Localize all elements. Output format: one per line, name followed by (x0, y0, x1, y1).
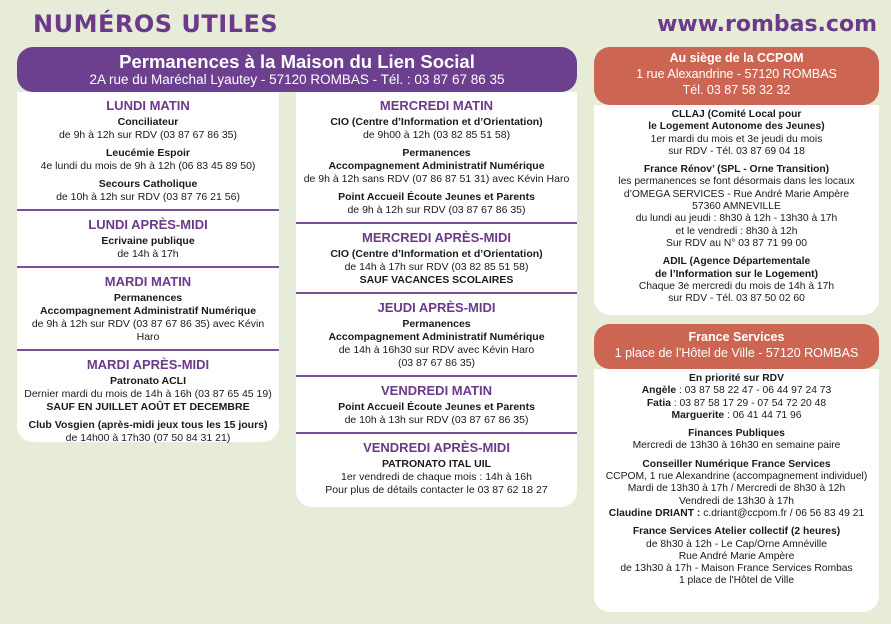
entry-line: (03 87 67 86 35) (397, 357, 476, 369)
section-heading: VENDREDI MATIN (381, 383, 492, 398)
contact-email[interactable]: c.driant@ccpom.fr / 06 56 83 49 21 (700, 507, 865, 519)
entry-line: Dernier mardi du mois de 14h à 16h (03 87 65 45 19) (24, 388, 272, 400)
entry (21, 419, 275, 445)
section-heading: LUNDI MATIN (106, 98, 190, 113)
entry-line: Pour plus de détails contacter le 03 87 62 18 27 (325, 484, 548, 496)
entry (300, 318, 573, 370)
section-lundi-matin (17, 92, 279, 211)
entry-title: Point Accueil Écoute Jeunes et Parents (338, 191, 535, 203)
entry-notice: SAUF EN JUILLET AOÛT ET DECEMBRE (46, 401, 250, 413)
middle-column (296, 92, 577, 507)
entry-title: Conseiller Numérique France Services (642, 458, 831, 470)
france-services-title: France Services (688, 330, 785, 344)
entry-cllaj (594, 109, 879, 158)
entry (21, 292, 275, 344)
entry-line: 4e lundi du mois de 9h à 12h (06 83 45 89 50) (40, 160, 256, 172)
entry-line: de 14h à 17h sur RDV (03 82 85 51 58) (344, 261, 529, 273)
ccpom-address: 1 rue Alexandrine - 57120 ROMBAS (636, 67, 837, 81)
entry-line: Sur RDV au N° 03 87 71 99 00 (666, 237, 807, 249)
entry-title: Secours Catholique (98, 178, 198, 190)
entry-line: de 9h à 12h sans RDV (07 86 87 51 31) avec Kévin Haro (303, 173, 570, 185)
ccpom-banner (594, 47, 879, 105)
entry-line: de 9h00 à 12h (03 82 85 51 58) (362, 129, 511, 141)
contact-line (594, 508, 879, 520)
section-heading: LUNDI APRÈS-MIDI (88, 217, 208, 232)
entry (300, 458, 573, 497)
entry-title: Point Accueil Écoute Jeunes et Parents (338, 401, 535, 413)
entry (300, 248, 573, 287)
entry-notice: SAUF VACANCES SCOLAIRES (359, 274, 514, 286)
entry-line: de 14h00 à 17h30 (07 50 84 31 21) (65, 432, 231, 444)
ccpom-title: Au siège de la CCPOM (669, 51, 804, 65)
contact-name: Angèle (641, 385, 677, 397)
entry-line: 1er mardi du mois et 3e jeudi du mois (650, 133, 823, 145)
entry-title: France Rénov’ (SPL - Orne Transition) (643, 164, 830, 176)
entry-line: Vendredi de 13h30 à 17h (678, 495, 795, 507)
contact-line (594, 385, 879, 397)
contact-line (594, 410, 879, 422)
section-heading: VENDREDI APRÈS-MIDI (363, 440, 510, 455)
entry (300, 147, 573, 186)
entry-line: de 8h30 à 12h - Le Cap/Orne Amnéville (646, 538, 827, 550)
contact-name: Marguerite (671, 409, 725, 421)
contact-line (594, 398, 879, 410)
entry-title: France Services Atelier collectif (2 heures) (632, 526, 841, 538)
entry-france-renov (594, 164, 879, 250)
section-heading: MARDI APRÈS-MIDI (86, 357, 210, 372)
entry-subtitle: Accompagnement Administratif Numérique (39, 305, 257, 317)
entry-line: Mercredi de 13h30 à 16h30 en semaine paire (632, 440, 841, 452)
entry-line: de 14h à 17h (117, 248, 179, 260)
entry-atelier (594, 526, 879, 587)
entry-line: CCPOM, 1 rue Alexandrine (accompagnement individuel) (605, 471, 868, 483)
entry-title: CLLAJ (Comité Local pour (671, 109, 802, 120)
section-mardi-apres-midi (17, 351, 279, 450)
entry-line: de 9h à 12h sur RDV (03 87 67 86 35) (58, 129, 238, 141)
left-column (17, 92, 279, 442)
section-mardi-matin (17, 268, 279, 351)
lien-social-banner (17, 47, 577, 92)
entry-title: PATRONATO ITAL UIL (381, 458, 492, 470)
entry-line: d’OMEGA SERVICES - Rue André Marie Ampère (623, 188, 850, 200)
section-heading: MERCREDI MATIN (379, 98, 494, 113)
entry-finances (594, 428, 879, 453)
entry-title: CIO (Centre d’Information et d’Orientation) (330, 248, 543, 260)
entry-line: de 14h à 16h30 sur RDV avec Kévin Haro (338, 344, 535, 356)
entry-line: et le vendredi : 8h30 à 12h (675, 225, 798, 237)
entry-title: CIO (Centre d’Information et d’Orientation) (330, 116, 543, 128)
entry-line: Mardi de 13h30 à 17h / Mercredi de 8h30 à 12h (627, 483, 846, 495)
entry-line: 1 place de l'Hôtel de Ville (678, 575, 795, 587)
entry-line: Rue André Marie Ampère (678, 550, 795, 562)
entry-line: sur RDV - Tél. 03 87 50 02 60 (668, 293, 805, 305)
entry-title: Permanences (113, 292, 183, 304)
entry-title: Conciliateur (117, 116, 179, 128)
entry (21, 116, 275, 142)
entry-title: Leucémie Espoir (105, 147, 191, 159)
entry (300, 191, 573, 217)
contact-name: Claudine DRIANT : (608, 507, 701, 519)
contact-name: Fatia (646, 397, 671, 409)
entry-line: Chaque 3e mercredi du mois de 14h à 17h (638, 280, 835, 292)
section-mercredi-matin (296, 92, 577, 224)
section-heading: MERCREDI APRÈS-MIDI (361, 230, 512, 245)
entry-line: du lundi au jeudi : 8h30 à 12h - 13h30 à 17h (635, 213, 838, 225)
entry-title: Finances Publiques (688, 428, 785, 440)
entry (21, 178, 275, 204)
entry-line: de 10h à 12h sur RDV (03 87 76 21 56) (56, 191, 240, 203)
entry-title: ADIL (Agence Départementale (662, 256, 811, 268)
page-title: NUMÉROS UTILES (33, 10, 279, 38)
entry-adil (594, 256, 879, 305)
entry-title: Patronato ACLI (109, 375, 187, 387)
entry (300, 401, 573, 427)
entry-subtitle: Accompagnement Administratif Numérique (328, 160, 545, 172)
entry (21, 147, 275, 173)
entry (21, 375, 275, 414)
contact-value: : 03 87 58 22 47 - 06 44 97 24 73 (676, 385, 832, 397)
entry-line: de 9h à 12h sur RDV (03 87 67 86 35) avec Kévin Haro (31, 318, 265, 343)
entry-line: de 9h à 12h sur RDV (03 87 67 86 35) (347, 204, 526, 216)
entry-subtitle: Accompagnement Administratif Numérique (328, 331, 545, 343)
section-vendredi-apres-midi (296, 434, 577, 502)
contact-value: : 03 87 58 17 29 - 07 54 72 20 48 (670, 397, 827, 409)
entry (21, 235, 275, 261)
lien-social-address: 2A rue du Maréchal Lyautey - 57120 ROMBAS - Tél. : 03 87 67 86 35 (89, 72, 505, 87)
entry-line: 57360 AMNEVILLE (692, 201, 781, 213)
france-services-card (594, 369, 879, 612)
contact-value: : 06 41 44 71 96 (724, 409, 802, 421)
entry-priority (594, 373, 879, 422)
entry-title: En priorité sur RDV (689, 373, 784, 384)
entry-subtitle: le Logement Autonome des Jeunes) (648, 121, 825, 133)
entry-title: Permanences (402, 318, 471, 330)
section-mercredi-apres-midi (296, 224, 577, 294)
entry-title: Ecrivaine publique (101, 235, 195, 247)
website-link[interactable]: www.rombas.com (657, 12, 877, 37)
entry-line: de 13h30 à 17h - Maison France Services Rombas (620, 563, 853, 575)
entry (300, 116, 573, 142)
section-vendredi-matin (296, 377, 577, 434)
section-jeudi-apres-midi (296, 294, 577, 377)
lien-social-title: Permanences à la Maison du Lien Social (119, 51, 475, 72)
entry-title: Permanences (402, 147, 471, 159)
ccpom-card (594, 105, 879, 315)
entry-conseiller (594, 459, 879, 520)
entry-line: 1er vendredi de chaque mois : 14h à 16h (341, 471, 532, 483)
france-services-address: 1 place de l’Hôtel de Ville - 57120 ROMBAS (614, 346, 859, 360)
section-heading: MARDI MATIN (104, 274, 192, 289)
france-services-banner (594, 324, 879, 369)
ccpom-phone: Tél. 03 87 58 32 32 (682, 83, 791, 97)
entry-title: Club Vosgien (après-midi jeux tous les 15 jours) (28, 419, 268, 431)
section-heading: JEUDI APRÈS-MIDI (377, 300, 496, 315)
entry-subtitle: de l’Information sur le Logement) (654, 268, 819, 280)
section-lundi-apres-midi (17, 211, 279, 268)
entry-line: de 10h à 13h sur RDV (03 87 67 86 35) (344, 414, 529, 426)
entry-line: les permanences se font désormais dans les locaux (618, 176, 855, 188)
entry-line: sur RDV - Tél. 03 87 69 04 18 (668, 145, 805, 157)
